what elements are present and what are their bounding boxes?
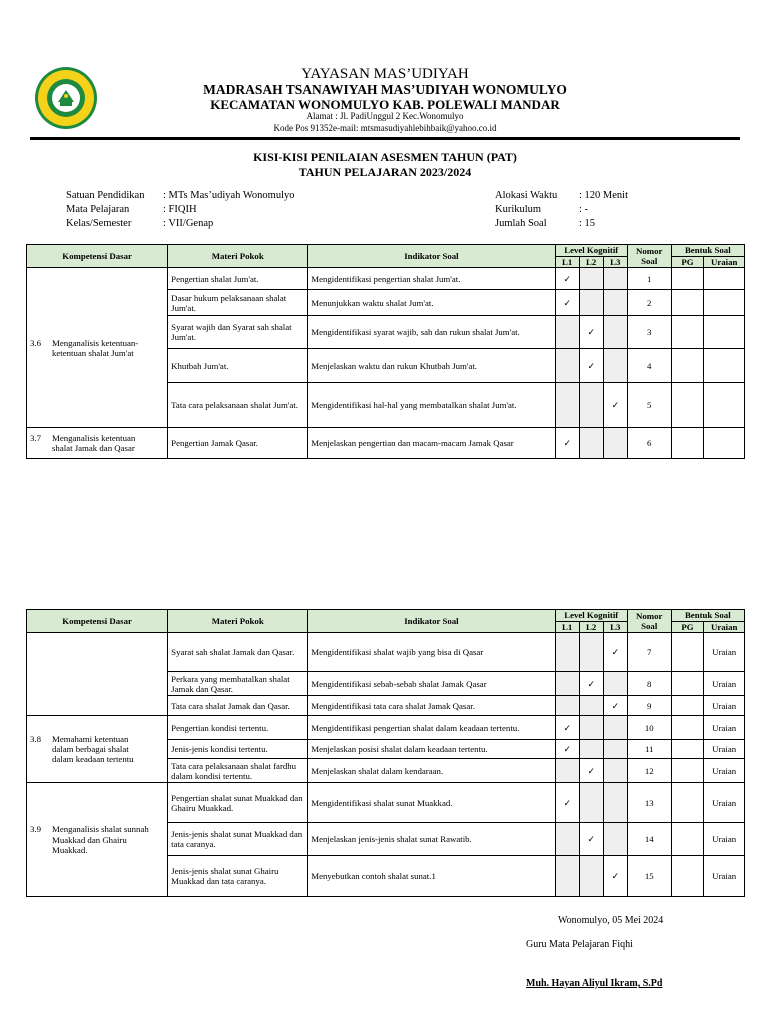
pg-cell [671,268,704,290]
document-subtitle: TAHUN PELAJARAN 2023/2024 [298,165,472,179]
check-icon: ✓ [587,360,595,371]
info-left-labels [66,189,144,231]
level-cell-l2 [579,268,603,290]
school-contact: Kode Pos 91352e-mail: mtsmasudiyahlebihbaik@yahoo.co.id [273,123,497,133]
nomor-cell: 3 [627,316,671,349]
signature-role: Guru Mata Pelajaran Fiqhi [526,939,633,950]
level-cell-l1 [555,316,579,349]
header-l2: L2 [579,257,603,268]
info-value: : VII/Genap [163,218,214,229]
info-label: Jumlah Soal [495,218,547,229]
indikator-cell: Mengidentifikasi pengertian shalat dalam keadaan tertentu. [308,716,555,740]
nomor-cell: 7 [627,633,671,672]
level-cell-l3 [603,633,627,672]
level-cell-l1 [555,290,579,316]
check-icon: ✓ [563,744,571,755]
nomor-cell: 1 [627,268,671,290]
header-indikator: Indikator Soal [308,245,555,268]
header-indikator: Indikator Soal [308,610,555,633]
uraian-cell: Uraian [704,759,745,783]
level-cell-l1 [555,349,579,383]
check-icon: ✓ [611,400,619,411]
table-row [27,633,745,672]
info-label: Satuan Pendidikan [66,190,145,201]
level-cell-l2 [579,672,603,696]
header-pg: PG [671,622,704,633]
materi-cell: Dasar hukum pelaksanaan shalat Jum'at. [168,290,308,316]
info-value: : - [579,204,589,215]
header-divider [30,137,740,140]
info-label: Mata Pelajaran [66,204,130,215]
nomor-cell: 14 [627,823,671,856]
kd-number: 3.6 [30,337,41,348]
header-l3: L3 [603,622,627,633]
check-icon: ✓ [587,834,595,845]
check-icon: ✓ [587,765,595,776]
level-cell-l3 [603,383,627,428]
kd-cell [27,716,168,783]
info-right-labels [495,189,557,231]
level-cell-l2 [579,316,603,349]
info-value: : MTs Mas’udiyah Wonomulyo [163,190,295,201]
nomor-cell: 5 [627,383,671,428]
level-cell-l2 [579,633,603,672]
indikator-cell: Menjelaskan jenis-jenis shalat sunat Rawatib. [308,823,555,856]
school-district: KECAMATAN WONOMULYO KAB. POLEWALI MANDAR [210,97,560,112]
header-pg: PG [671,257,704,268]
nomor-cell: 11 [627,740,671,759]
uraian-cell: Uraian [704,823,745,856]
check-icon: ✓ [587,678,595,689]
level-cell-l2 [579,428,603,459]
materi-cell: Pengertian kondisi tertentu. [168,716,308,740]
level-cell-l1 [555,740,579,759]
level-cell-l3 [603,783,627,823]
pg-cell [671,823,704,856]
uraian-cell [704,316,745,349]
check-icon: ✓ [611,647,619,658]
header-nomor: Nomor Soal [627,610,671,633]
level-cell-l2 [579,383,603,428]
level-cell-l3 [603,856,627,897]
foundation-name: YAYASAN MAS’UDIYAH [301,66,469,82]
header-bentuk: Bentuk Soal [671,610,744,622]
info-label: Kurikulum [495,204,542,215]
level-cell-l3 [603,268,627,290]
indikator-cell: Menyebutkan contoh shalat sunat.1 [308,856,555,897]
level-cell-l3 [603,716,627,740]
kd-cell [27,428,168,459]
uraian-cell: Uraian [704,696,745,716]
grid-table-1 [26,244,745,459]
pg-cell [671,383,704,428]
indikator-cell: Mengidentifikasi sebab-sebab shalat Jamak Qasar [308,672,555,696]
materi-cell: Syarat wajib dan Syarat sah shalat Jum'at. [168,316,308,349]
nomor-cell: 13 [627,783,671,823]
info-value: : 120 Menit [579,190,628,201]
header-level: Level Kognitif [555,610,627,622]
table-row [27,783,745,823]
indikator-cell: Mengidentifikasi syarat wajib, sah dan rukun shalat Jum'at. [308,316,555,349]
kd-cell [27,268,168,428]
table-row [27,428,745,459]
materi-cell: Syarat sah shalat Jamak dan Qasar. [168,633,308,672]
signature-place-date: Wonomulyo, 05 Mei 2024 [558,915,664,926]
level-cell-l2 [579,349,603,383]
header-l1: L1 [555,257,579,268]
header-l2: L2 [579,622,603,633]
level-cell-l1 [555,759,579,783]
indikator-cell: Mengidentifikasi shalat wajib yang bisa di Qasar [308,633,555,672]
header-uraian: Uraian [704,622,745,633]
uraian-cell [704,290,745,316]
table-row [27,268,745,290]
check-icon: ✓ [563,297,571,308]
signature-name: Muh. Hayan Aliyul Ikram, S.Pd [526,978,663,989]
uraian-cell [704,268,745,290]
info-label: Kelas/Semester [66,218,132,229]
pg-cell [671,856,704,897]
level-cell-l1 [555,696,579,716]
grid-table-2 [26,609,745,897]
info-right-values [579,189,628,231]
level-cell-l1 [555,823,579,856]
kd-cell [27,783,168,897]
nomor-cell: 12 [627,759,671,783]
pg-cell [671,759,704,783]
uraian-cell: Uraian [704,633,745,672]
check-icon: ✓ [587,327,595,338]
check-icon: ✓ [611,700,619,711]
uraian-cell: Uraian [704,740,745,759]
materi-cell: Pengertian Jamak Qasar. [168,428,308,459]
indikator-cell: Menjelaskan pengertian dan macam-macam Jamak Qasar [308,428,555,459]
level-cell-l2 [579,696,603,716]
level-cell-l2 [579,716,603,740]
pg-cell [671,783,704,823]
materi-cell: Tata cara pelaksanaan shalat Jum'at. [168,383,308,428]
level-cell-l1 [555,783,579,823]
materi-cell: Tata cara pelaksanaan shalat fardhu dalam kondisi tertentu. [168,759,308,783]
indikator-cell: Mengidentifikasi tata cara shalat Jamak Qasar. [308,696,555,716]
header-materi: Materi Pokok [168,610,308,633]
level-cell-l2 [579,783,603,823]
kd-cell [27,633,168,716]
nomor-cell: 2 [627,290,671,316]
indikator-cell: Mengidentifikasi pengertian shalat Jum'at. [308,268,555,290]
kd-text: Menganalisis ketentuan-ketentuan shalat Jum'at [52,337,139,358]
uraian-cell: Uraian [704,672,745,696]
nomor-cell: 10 [627,716,671,740]
kd-number: 3.8 [30,733,41,744]
check-icon: ✓ [563,438,571,449]
materi-cell: Jenis-jenis shalat sunat Ghairu Muakkad dan tata caranya. [168,856,308,897]
nomor-cell: 8 [627,672,671,696]
check-icon: ✓ [611,871,619,882]
table-row [27,716,745,740]
uraian-cell: Uraian [704,856,745,897]
level-cell-l2 [579,856,603,897]
level-cell-l3 [603,740,627,759]
materi-cell: Tata cara shalat Jamak dan Qasar. [168,696,308,716]
kd-text: Memahami ketentuan dalam berbagai shalat dalam keadaan tertentu [52,733,134,765]
materi-cell: Khutbah Jum'at. [168,349,308,383]
level-cell-l3 [603,316,627,349]
level-cell-l3 [603,672,627,696]
header-materi: Materi Pokok [168,245,308,268]
level-cell-l2 [579,759,603,783]
level-cell-l3 [603,290,627,316]
pg-cell [671,316,704,349]
kd-text: Menganalisis ketentuan shalat Jamak dan Qasar [52,433,136,454]
pg-cell [671,696,704,716]
pg-cell [671,740,704,759]
school-address: Alamat : Jl. PadiUnggul 2 Kec.Wonomulyo [306,111,464,121]
nomor-cell: 6 [627,428,671,459]
check-icon: ✓ [563,722,571,733]
level-cell-l3 [603,759,627,783]
header-kd: Kompetensi Dasar [27,610,168,633]
level-cell-l3 [603,428,627,459]
level-cell-l2 [579,290,603,316]
uraian-cell: Uraian [704,783,745,823]
level-cell-l3 [603,823,627,856]
header-bentuk: Bentuk Soal [671,245,744,257]
school-name: MADRASAH TSANAWIYAH MAS’UDIYAH WONOMULYO [203,82,567,97]
info-left-values [163,189,295,231]
level-cell-l1 [555,856,579,897]
header-l3: L3 [603,257,627,268]
pg-cell [671,716,704,740]
materi-cell: Perkara yang membatalkan shalat Jamak dan Qasar. [168,672,308,696]
header-level: Level Kognitif [555,245,627,257]
level-cell-l2 [579,823,603,856]
kd-number: 3.7 [30,433,41,443]
uraian-cell [704,428,745,459]
info-label: Alokasi Waktu [495,190,558,201]
check-icon: ✓ [563,797,571,808]
materi-cell: Pengertian shalat Jum'at. [168,268,308,290]
indikator-cell: Menunjukkan waktu shalat Jum'at. [308,290,555,316]
level-cell-l1 [555,672,579,696]
nomor-cell: 4 [627,349,671,383]
materi-cell: Jenis-jenis kondisi tertentu. [168,740,308,759]
pg-cell [671,349,704,383]
kd-text: Menganalisis shalat sunnah Muakkad dan Ghairu Muakkad. [52,824,149,855]
indikator-cell: Mengidentifikasi hal-hal yang membatalkan shalat Jum'at. [308,383,555,428]
uraian-cell [704,349,745,383]
info-value: : FIQIH [163,204,197,215]
indikator-cell: Menjelaskan shalat dalam kendaraan. [308,759,555,783]
check-icon: ✓ [563,273,571,284]
uraian-cell: Uraian [704,716,745,740]
header-nomor: Nomor Soal [627,245,671,268]
kd-number: 3.9 [30,824,41,835]
level-cell-l3 [603,349,627,383]
document-title: KISI-KISI PENILAIAN ASESMEN TAHUN (PAT) [253,150,517,164]
level-cell-l1 [555,268,579,290]
header-l1: L1 [555,622,579,633]
materi-cell: Jenis-jenis shalat sunat Muakkad dan tata caranya. [168,823,308,856]
level-cell-l3 [603,696,627,716]
pg-cell [671,672,704,696]
materi-cell: Pengertian shalat sunat Muakkad dan Ghairu Muakkad. [168,783,308,823]
indikator-cell: Menjelaskan waktu dan rukun Khutbah Jum'at. [308,349,555,383]
school-logo [34,66,98,130]
pg-cell [671,290,704,316]
header-kd: Kompetensi Dasar [27,245,168,268]
indikator-cell: Mengidentifikasi shalat sunat Muakkad. [308,783,555,823]
pg-cell [671,428,704,459]
pg-cell [671,633,704,672]
nomor-cell: 9 [627,696,671,716]
level-cell-l1 [555,633,579,672]
level-cell-l1 [555,716,579,740]
level-cell-l1 [555,428,579,459]
level-cell-l2 [579,740,603,759]
info-value: : 15 [579,218,596,229]
uraian-cell [704,383,745,428]
nomor-cell: 15 [627,856,671,897]
header-uraian: Uraian [704,257,745,268]
indikator-cell: Menjelaskan posisi shalat dalam keadaan tertentu. [308,740,555,759]
level-cell-l1 [555,383,579,428]
